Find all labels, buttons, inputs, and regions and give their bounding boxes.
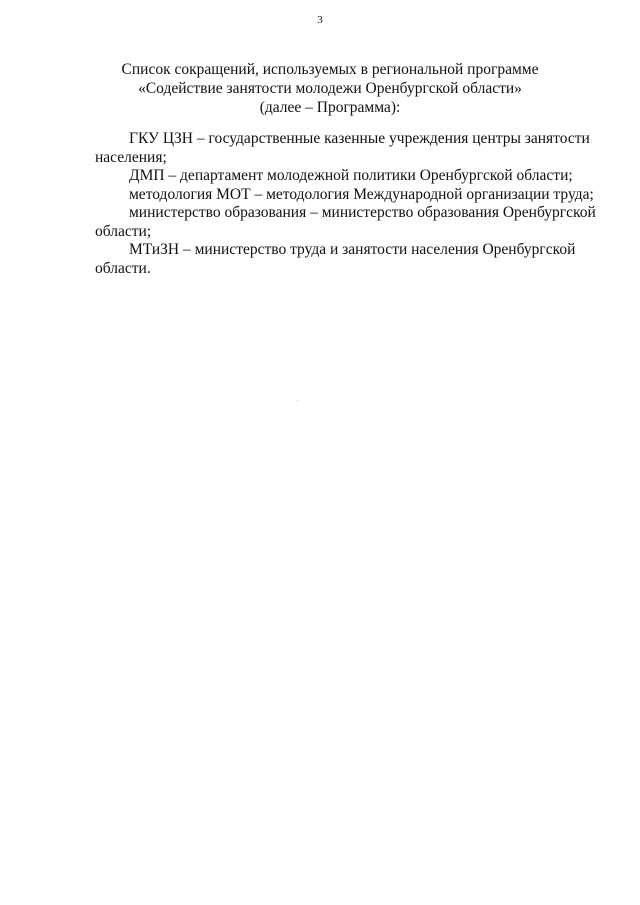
- abbreviation-entry-mot: [95, 186, 600, 205]
- abbreviations-heading: [90, 60, 570, 117]
- heading-line-3: (далее – Программа):: [259, 99, 401, 116]
- heading-line-1: Список сокращений, используемых в региональной программе: [121, 61, 539, 78]
- page-number: 3: [317, 14, 323, 26]
- abbreviation-line: министерство образования – министерство образования Оренбургской: [129, 204, 596, 221]
- abbreviation-line: населения;: [95, 148, 167, 166]
- abbreviation-entry-dmp: [95, 167, 600, 186]
- abbreviation-entry-gku-czn: [95, 130, 600, 167]
- abbreviations-list: [95, 130, 600, 278]
- abbreviation-line: области.: [95, 259, 151, 277]
- scan-speck: [297, 400, 298, 401]
- abbreviation-entry-mtizn: [95, 241, 600, 278]
- abbreviation-line: ДМП – департамент молодежной политики Оренбургской области;: [129, 167, 573, 184]
- abbreviation-line: области;: [95, 222, 152, 240]
- abbreviation-line: методология МОТ – методология Международной организации труда;: [129, 185, 594, 203]
- heading-line-2: «Содействие занятости молодежи Оренбургской области»: [138, 80, 522, 97]
- abbreviation-entry-ministry-education: [95, 204, 600, 241]
- abbreviation-line: ГКУ ЦЗН – государственные казенные учреждения центры занятости: [129, 130, 590, 147]
- abbreviation-line: МТиЗН – министерство труда и занятости населения Оренбургской: [129, 241, 576, 258]
